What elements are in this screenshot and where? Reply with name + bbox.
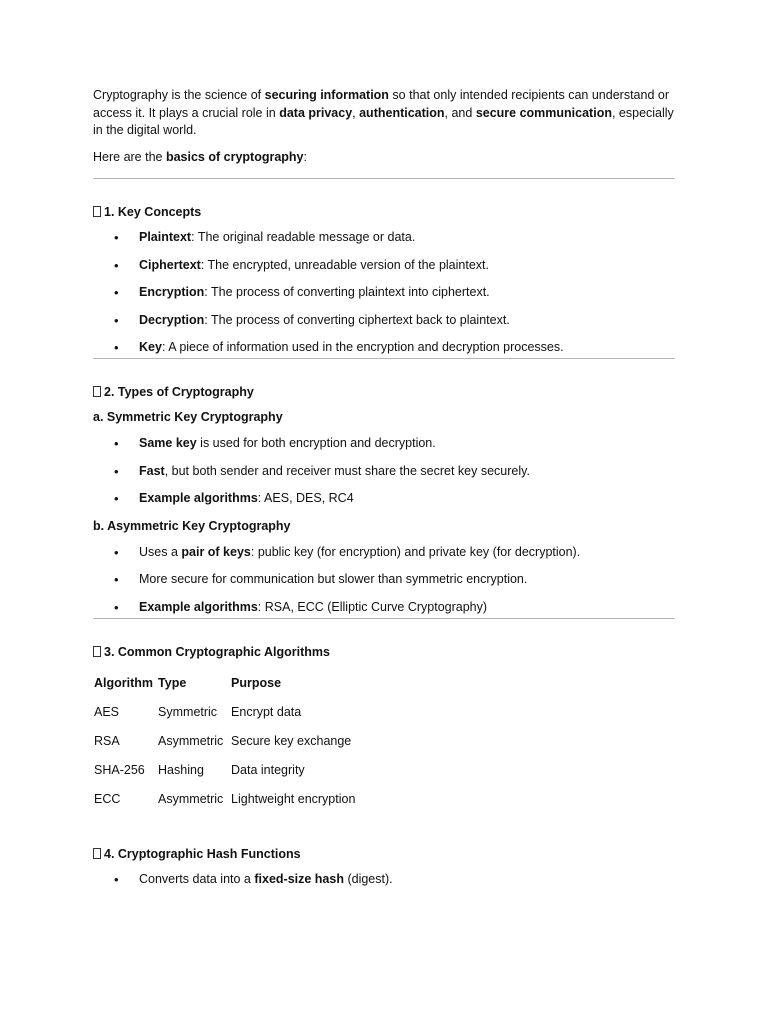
missing-glyph-icon bbox=[93, 386, 101, 397]
intro-bold: secure communication bbox=[475, 105, 612, 120]
list-item-text: More secure for communication but slower than symmetric encryption. bbox=[139, 572, 528, 586]
list-item-text: : The original readable message or data. bbox=[191, 230, 416, 244]
list-item-text: (digest). bbox=[343, 871, 393, 886]
missing-glyph-icon bbox=[93, 646, 101, 657]
section-heading-text: 3. Common Cryptographic Algorithms bbox=[104, 644, 330, 659]
column-header: Purpose bbox=[231, 676, 282, 690]
table-header-row bbox=[93, 669, 385, 698]
list-item bbox=[93, 312, 675, 329]
document-content bbox=[93, 87, 675, 898]
section-heading-text: 2. Types of Cryptography bbox=[104, 385, 254, 399]
list-item-term: Example algorithms bbox=[139, 599, 258, 614]
list-item-text: , but both sender and receiver must share the secret key securely. bbox=[164, 463, 530, 478]
intro-paragraph bbox=[93, 87, 675, 140]
list-item-text: : A piece of information used in the encryption and decryption processes. bbox=[161, 340, 564, 354]
list-item bbox=[93, 544, 675, 561]
table-cell: Lightweight encryption bbox=[231, 792, 356, 806]
intro-text: , and bbox=[444, 105, 476, 120]
list-item-term: pair of keys bbox=[181, 544, 251, 559]
intro-bold: data privacy bbox=[279, 105, 353, 120]
list-item bbox=[93, 490, 675, 507]
list-item-term: Fast bbox=[139, 463, 165, 478]
list-item bbox=[93, 599, 675, 616]
hash-list bbox=[93, 871, 675, 888]
list-item-text: : The encrypted, unreadable version of the plaintext. bbox=[200, 257, 489, 272]
list-item-term: Encryption bbox=[139, 285, 205, 299]
list-item-text: : The process of converting ciphertext back to plaintext. bbox=[204, 312, 510, 327]
list-item-term: fixed-size hash bbox=[254, 871, 344, 886]
key-concepts-list bbox=[93, 229, 675, 356]
list-item bbox=[93, 871, 675, 888]
list-item-term: Same key bbox=[139, 436, 197, 450]
table-cell: Secure key exchange bbox=[231, 734, 352, 748]
list-item-text: : public key (for encryption) and private key (for decryption). bbox=[250, 544, 581, 559]
table-row bbox=[93, 727, 385, 756]
column-header: Algorithm bbox=[94, 676, 154, 690]
table-cell: Symmetric bbox=[158, 705, 218, 719]
list-item-term: Example algorithms bbox=[139, 491, 258, 505]
lead-paragraph bbox=[93, 149, 675, 167]
intro-bold: authentication bbox=[359, 105, 445, 120]
missing-glyph-icon bbox=[93, 206, 101, 217]
list-item-text: : AES, DES, RC4 bbox=[257, 491, 354, 505]
table-row bbox=[93, 756, 385, 785]
subheading-asymmetric: b. Asymmetric Key Cryptography bbox=[93, 518, 291, 533]
list-item bbox=[93, 571, 675, 588]
list-item-text: : RSA, ECC (Elliptic Curve Cryptography) bbox=[257, 599, 488, 614]
list-item-term: Decryption bbox=[139, 312, 205, 327]
symmetric-list bbox=[93, 435, 675, 507]
table-cell: SHA-256 bbox=[94, 763, 145, 777]
table-cell: Hashing bbox=[158, 763, 204, 777]
list-item-term: Plaintext bbox=[139, 230, 192, 244]
list-item bbox=[93, 284, 675, 301]
intro-text: , bbox=[352, 105, 360, 120]
section-divider bbox=[93, 618, 675, 619]
section-heading-algorithms bbox=[93, 644, 675, 661]
list-item-text: : The process of converting plaintext into ciphertext. bbox=[204, 285, 490, 299]
section-heading-hash bbox=[93, 846, 675, 863]
table-cell: RSA bbox=[94, 734, 120, 748]
intro-text: , especially in the digital world. bbox=[93, 105, 674, 137]
table-cell: Data integrity bbox=[231, 763, 305, 777]
table-cell: AES bbox=[94, 705, 120, 719]
list-item bbox=[93, 229, 675, 246]
list-item bbox=[93, 463, 675, 480]
list-item-text: Uses a bbox=[139, 544, 182, 559]
section-divider bbox=[93, 178, 675, 179]
list-item-text: Converts data into a bbox=[139, 871, 255, 886]
lead-text: Here are the bbox=[93, 149, 166, 164]
list-item-term: Key bbox=[139, 340, 162, 354]
table-cell: ECC bbox=[94, 792, 121, 806]
table-cell: Asymmetric bbox=[158, 734, 224, 748]
column-header: Type bbox=[158, 676, 187, 690]
table-cell: Encrypt data bbox=[231, 705, 302, 719]
table-row bbox=[93, 698, 385, 727]
lead-bold: basics of cryptography bbox=[165, 149, 304, 164]
intro-text: so that only intended recipients can understand or access it. It plays a crucial role in bbox=[93, 88, 669, 120]
lead-text: : bbox=[303, 149, 307, 164]
table-row bbox=[93, 785, 385, 814]
section-heading-types bbox=[93, 384, 675, 401]
section-heading-text: 4. Cryptographic Hash Functions bbox=[104, 846, 301, 861]
list-item bbox=[93, 339, 675, 356]
section-heading-key-concepts bbox=[93, 204, 675, 221]
list-item bbox=[93, 435, 675, 452]
asymmetric-list bbox=[93, 544, 675, 616]
table-cell: Asymmetric bbox=[158, 792, 224, 806]
algorithms-table bbox=[93, 669, 385, 814]
list-item-text: is used for both encryption and decryption. bbox=[196, 436, 436, 450]
list-item-term: Ciphertext bbox=[139, 257, 201, 272]
intro-bold: securing information bbox=[264, 88, 389, 102]
section-divider bbox=[93, 358, 675, 359]
list-item bbox=[93, 257, 675, 274]
intro-text: Cryptography is the science of bbox=[93, 88, 265, 102]
missing-glyph-icon bbox=[93, 848, 101, 859]
section-heading-text: 1. Key Concepts bbox=[104, 205, 202, 219]
subheading-symmetric: a. Symmetric Key Cryptography bbox=[93, 410, 283, 424]
